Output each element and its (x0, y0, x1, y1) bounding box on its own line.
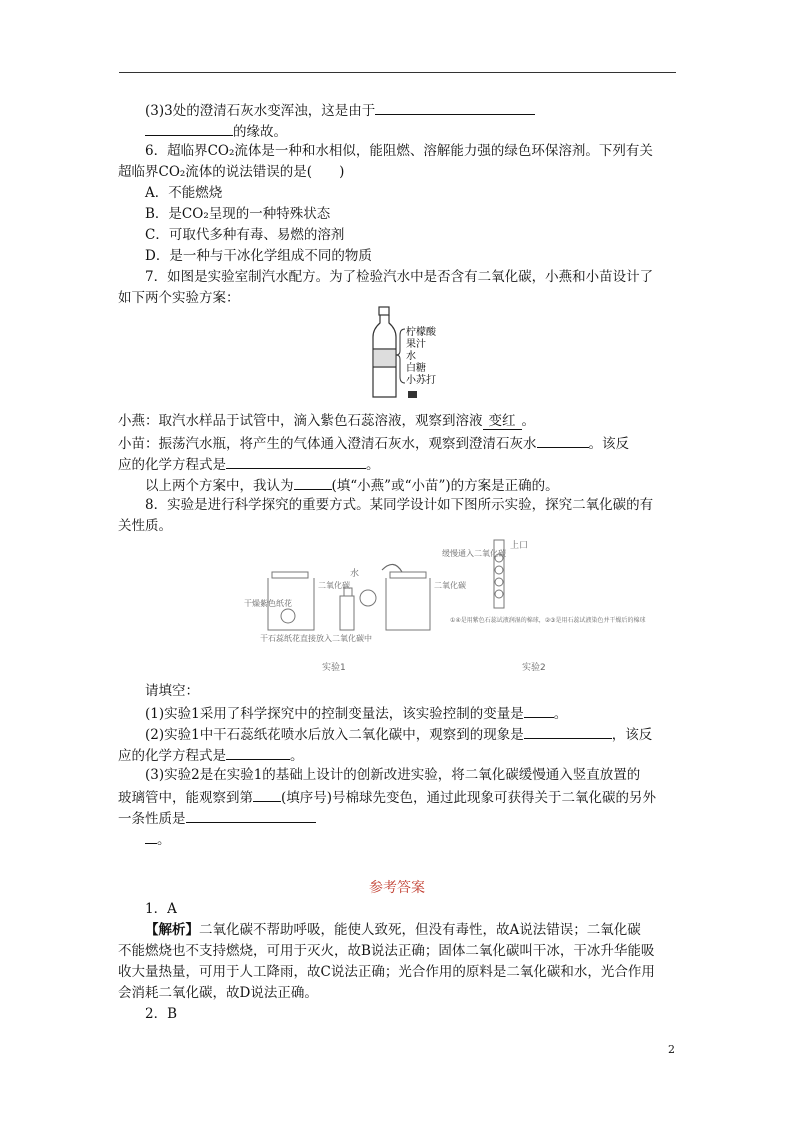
analysis-tag: 【解析】 (145, 922, 199, 938)
exp2-label: 实验2 (522, 663, 546, 673)
q8-p3c: 一条性质是 (118, 808, 316, 828)
q8-p2b: 应的化学方程式是 。 (118, 745, 304, 765)
label-juice: 果汁 (406, 339, 426, 350)
blank (524, 703, 554, 718)
blank (226, 745, 290, 760)
q7-judge: 以上两个方案中，我认为 (填“小燕”或“小苗”)的方案是正确的。 (145, 475, 559, 495)
header-rule (119, 72, 676, 73)
q7-stem1: 7．如图是实验室制汽水配方。为了检验汽水中是否含有二氧化碳，小燕和小苗设计了 (145, 269, 654, 285)
q6-option-d: D．是一种与干冰化学组成不同的物质 (145, 248, 372, 264)
blank (186, 808, 316, 823)
q7-equation: 应的化学方程式是 。 (118, 454, 380, 474)
soda-bottle-figure (368, 305, 448, 403)
blank (145, 121, 233, 136)
spray-bottle-icon (340, 588, 376, 630)
answer-1-l2: 不能燃烧也不支持燃烧，可用于灭火，故B说法正确；固体二氧化碳叫干冰，干冰升华能吸 (118, 943, 655, 959)
q6-option-a: A．不能燃烧 (145, 185, 223, 201)
q8-p3a: (3)实验2是在实验1的基础上设计的创新改进实验，将二氧化碳缓慢通入竖直放置的 (145, 767, 641, 783)
label-baking-soda: 小苏打 (406, 375, 436, 386)
q7-stem2: 如下两个实验方案： (118, 290, 240, 306)
q8-p2: (2)实验1中干石蕊纸花喷水后放入二氧化碳中，观察到的现象是 ，该反 (145, 724, 652, 744)
jar2-gas: 二氧化碳 (434, 581, 466, 590)
blank (537, 433, 589, 448)
caption1: 干石蕊纸花直接放入二氧化碳中 (260, 634, 372, 643)
bottle-icon (373, 307, 396, 397)
note-label: ①④是用紫色石蕊试液润湿的棉球，②③是用石蕊试液染色并干燥后的棉球 (450, 617, 646, 624)
q7-xiaomiao: 小苗：振荡汽水瓶，将产生的气体通入澄清石灰水，观察到澄清石灰水 。该反 (118, 433, 629, 453)
blank (226, 454, 366, 469)
blank (145, 829, 157, 844)
exp1-label: 实验1 (322, 663, 346, 673)
q8-p1: (1)实验1采用了科学探究中的控制变量法，该实验控制的变量是 。 (145, 703, 567, 723)
answers-title: 参考答案 (369, 880, 425, 896)
top-outlet-label: 上口 (510, 541, 529, 551)
arrow-icon (382, 564, 402, 572)
inlet-label: 缓慢通入二氧化碳 (442, 549, 506, 558)
q8-stem1: 8．实验是进行科学探究的重要方式。某同学设计如下图所示实验，探究二氧化碳的有 (145, 497, 654, 513)
label-water: 水 (406, 351, 416, 362)
q8-fill-prompt: 请填空： (145, 683, 199, 699)
label-citric-acid: 柠檬酸 (406, 327, 436, 338)
answer-1-l3: 收大量热量，可用于人工降雨，故C说法正确；光合作用的原料是二氧化碳和水，光合作用 (118, 964, 655, 980)
answer-1-l4: 会消耗二氧化碳，故D说法正确。 (118, 985, 318, 1001)
q6-option-c: C．可取代多种有毒、易燃的溶剂 (145, 227, 345, 243)
q8-stem2: 关性质。 (118, 518, 172, 534)
q6-stem1: 6．超临界CO₂流体是一种和水相似，能阻燃、溶解能力强的绿色环保溶剂。下列有关 (145, 143, 653, 159)
q5-3-line2: 的缘故。 (145, 121, 287, 141)
answer-2: 2．B (145, 1006, 178, 1022)
jar2-icon (386, 572, 430, 630)
base-icon (408, 391, 417, 398)
blank (253, 787, 281, 802)
answer-1-analysis: 【解析】二氧化碳不帮助呼吸，能使人致死，但没有毒性，故A说法错误；二氧化碳 (145, 922, 641, 938)
q5-3-line1: (3)3处的澄清石灰水变浑浊，这是由于 (145, 100, 535, 120)
experiment-figure (242, 541, 646, 676)
jar1-gas: 二氧化碳 (318, 581, 350, 590)
blank (375, 100, 535, 115)
blank (524, 724, 612, 739)
answer-filled: 变红 (483, 413, 522, 430)
label-sugar: 白糖 (406, 363, 426, 374)
blank (294, 475, 332, 490)
q6-option-b: B．是CO₂呈现的一种特殊状态 (145, 206, 331, 222)
water-label: 水 (350, 569, 360, 579)
jar1-left-label: 干燥紫色纸花 (244, 599, 292, 608)
q7-xiaoyan: 小燕：取汽水样品于试管中，滴入紫色石蕊溶液，观察到溶液 变红 。 (118, 413, 535, 429)
q6-stem2: 超临界CO₂流体的说法错误的是( ) (118, 164, 345, 180)
page-number: 2 (668, 1043, 675, 1056)
q8-p3b: 玻璃管中，能观察到第 (填序号)号棉球先变色，通过此现象可获得关于二氧化碳的另外 (118, 787, 656, 807)
answer-1: 1．A (145, 901, 177, 917)
q8-p3d: 。 (145, 829, 171, 849)
